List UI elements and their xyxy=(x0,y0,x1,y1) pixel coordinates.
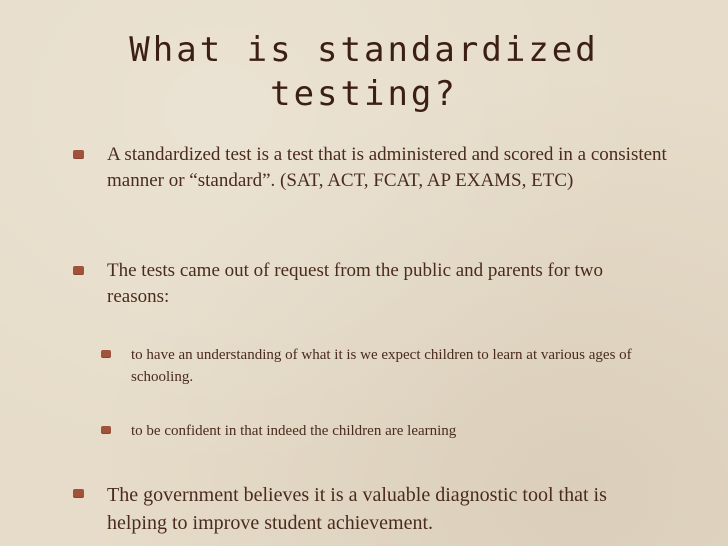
slide-title: What is standardized testing? xyxy=(129,30,599,114)
bullet-item xyxy=(107,258,667,310)
bullet-marker-icon xyxy=(73,150,84,159)
bullet-text: The tests came out of request from the public and parents for two reasons: xyxy=(107,260,603,307)
sub-bullet-text: to be confident in that indeed the children are learning xyxy=(131,423,457,439)
bullet-item xyxy=(107,142,667,194)
bullet-text: A standardized test is a test that is administered and scored in a consistent manner or “standard”. (SAT, ACT, FCAT, AP EXAMS, ETC) xyxy=(107,144,667,191)
bullet-item xyxy=(107,481,667,537)
bullet-marker-icon xyxy=(101,350,111,358)
sub-bullet-item xyxy=(131,420,671,442)
sub-bullet-text: to have an understanding of what it is we expect children to learn at various ages of schooling. xyxy=(131,347,632,385)
bullet-marker-icon xyxy=(73,266,84,275)
bullet-marker-icon xyxy=(101,426,111,434)
bullet-marker-icon xyxy=(73,489,84,498)
sub-bullet-item xyxy=(131,344,671,388)
bullet-text: The government believes it is a valuable diagnostic tool that is helping to improve student achievement. xyxy=(107,484,607,534)
